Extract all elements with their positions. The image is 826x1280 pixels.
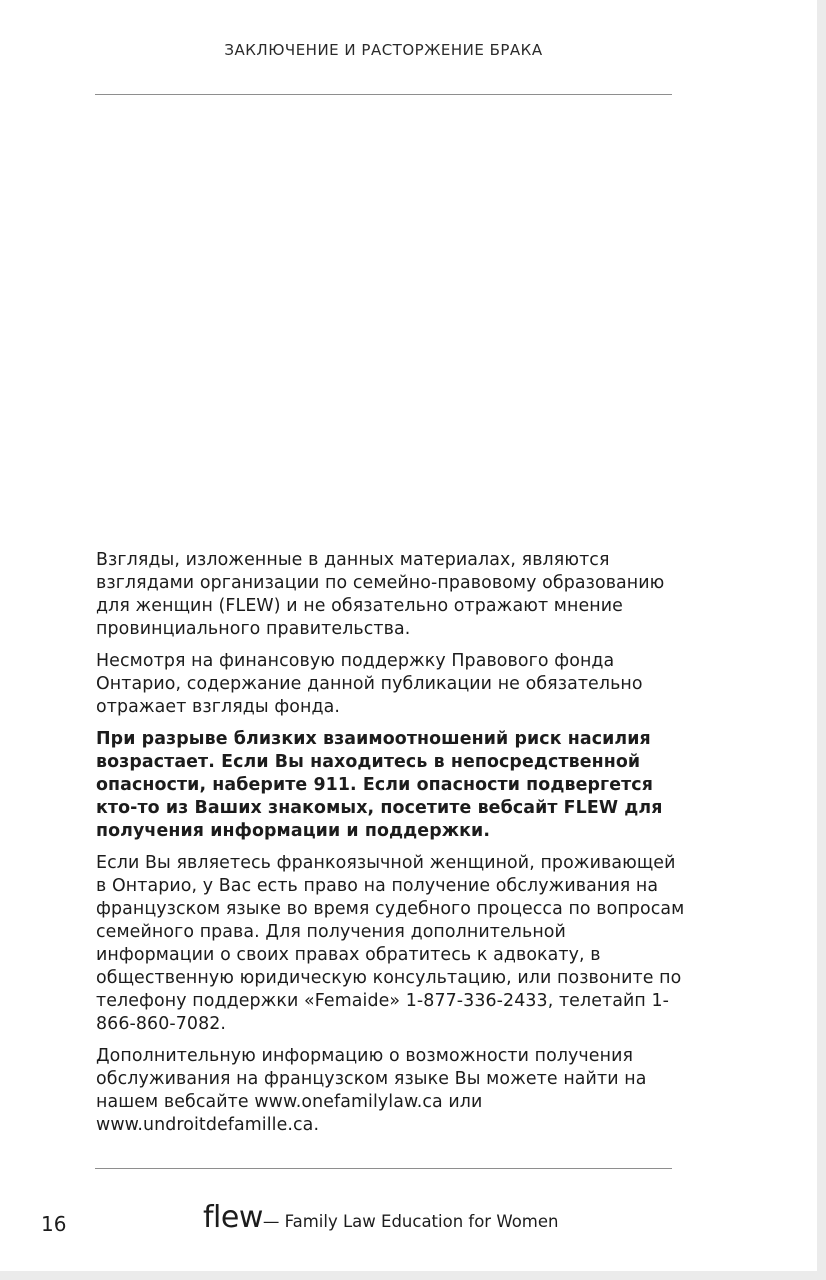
brand-tagline: — Family Law Education for Women — [262, 1212, 559, 1231]
running-header: ЗАКЛЮЧЕНИЕ И РАСТОРЖЕНИЕ БРАКА — [224, 41, 543, 59]
disclaimer-paragraph: Взгляды, изложенные в данных материалах, являются взглядами организации по семейно-правовому образованию для женщин (FLEW) и не обязательно отражают мнение провинциального правительства. — [96, 550, 665, 639]
french-services-paragraph: Если Вы являетесь франкоязычной женщиной, проживающей в Онтарио, у Вас есть право на получение обслуживания на французском языке во время судебного процесса по вопросам семейного права. Для получения дополнительной информации о своих правах обратитесь к адвокату, в общественную юридическую консультацию, или позвоните по телефону поддержки «Femaide» 1-877-336-2433, телетайп 1-866-860-7082. — [96, 853, 685, 1034]
footer-divider — [95, 1168, 672, 1169]
flew-logo: flew — [203, 1200, 263, 1235]
header-divider — [95, 94, 672, 95]
funding-paragraph: Несмотря на финансовую поддержку Правового фонда Онтарио, содержание данной публикации не обязательно отражает взгляды фонда. — [96, 651, 643, 717]
footer-brand — [203, 1200, 558, 1235]
page-number: 16 — [41, 1212, 67, 1236]
website-info-paragraph: Дополнительную информацию о возможности получения обслуживания на французском языке Вы можете найти на нашем вебсайте www.onefamilylaw.ca или www.undroitdefamille.ca. — [96, 1046, 647, 1135]
notice-text-block — [96, 549, 686, 1146]
safety-warning-paragraph: При разрыве близких взаимоотношений риск насилия возрастает. Если Вы находитесь в непосредственной опасности, наберите 911. Если опасности подвергется кто-то из Ваших знакомых, посетите вебсайт FLEW для получения информации и поддержки. — [96, 729, 663, 841]
